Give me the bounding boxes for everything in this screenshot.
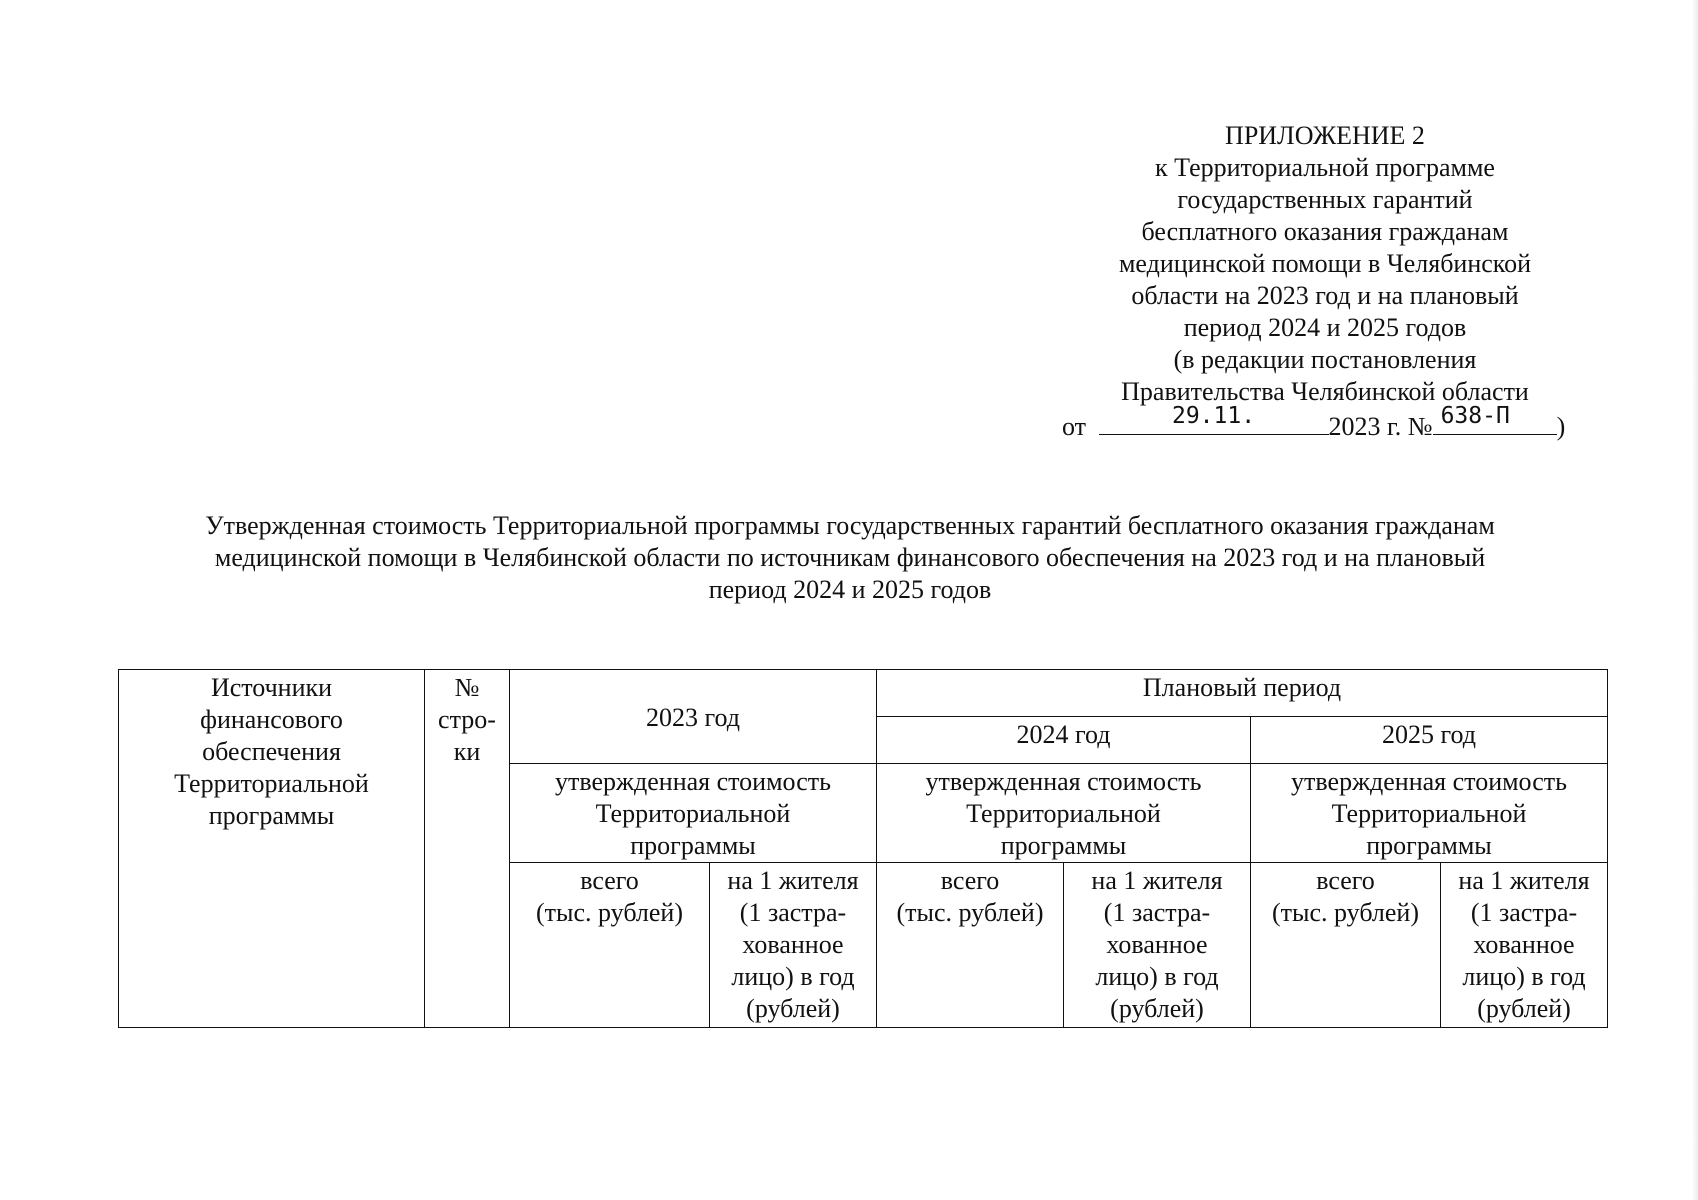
appendix-line: период 2024 и 2025 годов [1183, 313, 1467, 342]
row-number-header-cell: № стро- ки [425, 670, 510, 1028]
document-title [100, 510, 1600, 606]
date-blank [1099, 403, 1329, 435]
title-line: период 2024 и 2025 годов [708, 575, 992, 604]
year-number-label: 2023 г. № [1328, 412, 1433, 441]
per-resident-2023-header-cell: на 1 жителя (1 застра- хованное лицо) в год (рублей) [710, 863, 877, 1028]
year-2024-header-cell: 2024 год [877, 717, 1251, 764]
approved-cost-2025-cell: утвержденная стоимость Территориальной программы [1251, 764, 1608, 863]
year-2023-header-cell: 2023 год [510, 670, 877, 764]
appendix-line: (в редакции постановления [1173, 345, 1477, 374]
date-prefix: от [1062, 412, 1087, 441]
planning-period-header-cell: Плановый период [877, 670, 1608, 717]
financing-table [118, 669, 1608, 1028]
approved-cost-2024-cell: утвержденная стоимость Территориальной программы [877, 764, 1251, 863]
appendix-title: ПРИЛОЖЕНИЕ 2 [1225, 121, 1425, 150]
scan-edge-shadow [1692, 0, 1698, 1200]
handwritten-date: 29.11. [1171, 403, 1256, 429]
total-2024-header-cell: всего (тыс. рублей) [877, 863, 1064, 1028]
resolution-date-line [1062, 403, 1602, 443]
per-resident-2024-header-cell: на 1 жителя (1 застра- хованное лицо) в год (рублей) [1064, 863, 1251, 1028]
title-line: Утвержденная стоимость Территориальной программы государственных гарантий бесплатного оказания гражданам [205, 511, 1495, 540]
total-2023-header-cell: всего (тыс. рублей) [510, 863, 710, 1028]
appendix-line: области на 2023 год и на плановый [1131, 281, 1519, 310]
appendix-header [1060, 120, 1590, 408]
source-header-cell: Источники финансового обеспечения Территориальной программы [119, 670, 425, 1028]
appendix-line: государственных гарантий [1177, 185, 1473, 214]
appendix-line: Правительства Челябинской области [1121, 377, 1529, 406]
appendix-line: к Территориальной программе [1155, 153, 1495, 182]
handwritten-number: 638-П [1440, 403, 1510, 429]
number-blank [1433, 403, 1557, 435]
total-2025-header-cell: всего (тыс. рублей) [1251, 863, 1441, 1028]
year-2025-header-cell: 2025 год [1251, 717, 1608, 764]
approved-cost-2023-cell: утвержденная стоимость Территориальной программы [510, 764, 877, 863]
per-resident-2025-header-cell: на 1 жителя (1 застра- хованное лицо) в год (рублей) [1441, 863, 1608, 1028]
title-line: медицинской помощи в Челябинской области по источникам финансового обеспечения на 2023 год и на плановый [214, 543, 1486, 572]
header-row-1 [119, 670, 1608, 717]
appendix-line: бесплатного оказания гражданам [1141, 217, 1509, 246]
appendix-line: медицинской помощи в Челябинской [1118, 249, 1532, 278]
closing-paren: ) [1556, 412, 1566, 441]
